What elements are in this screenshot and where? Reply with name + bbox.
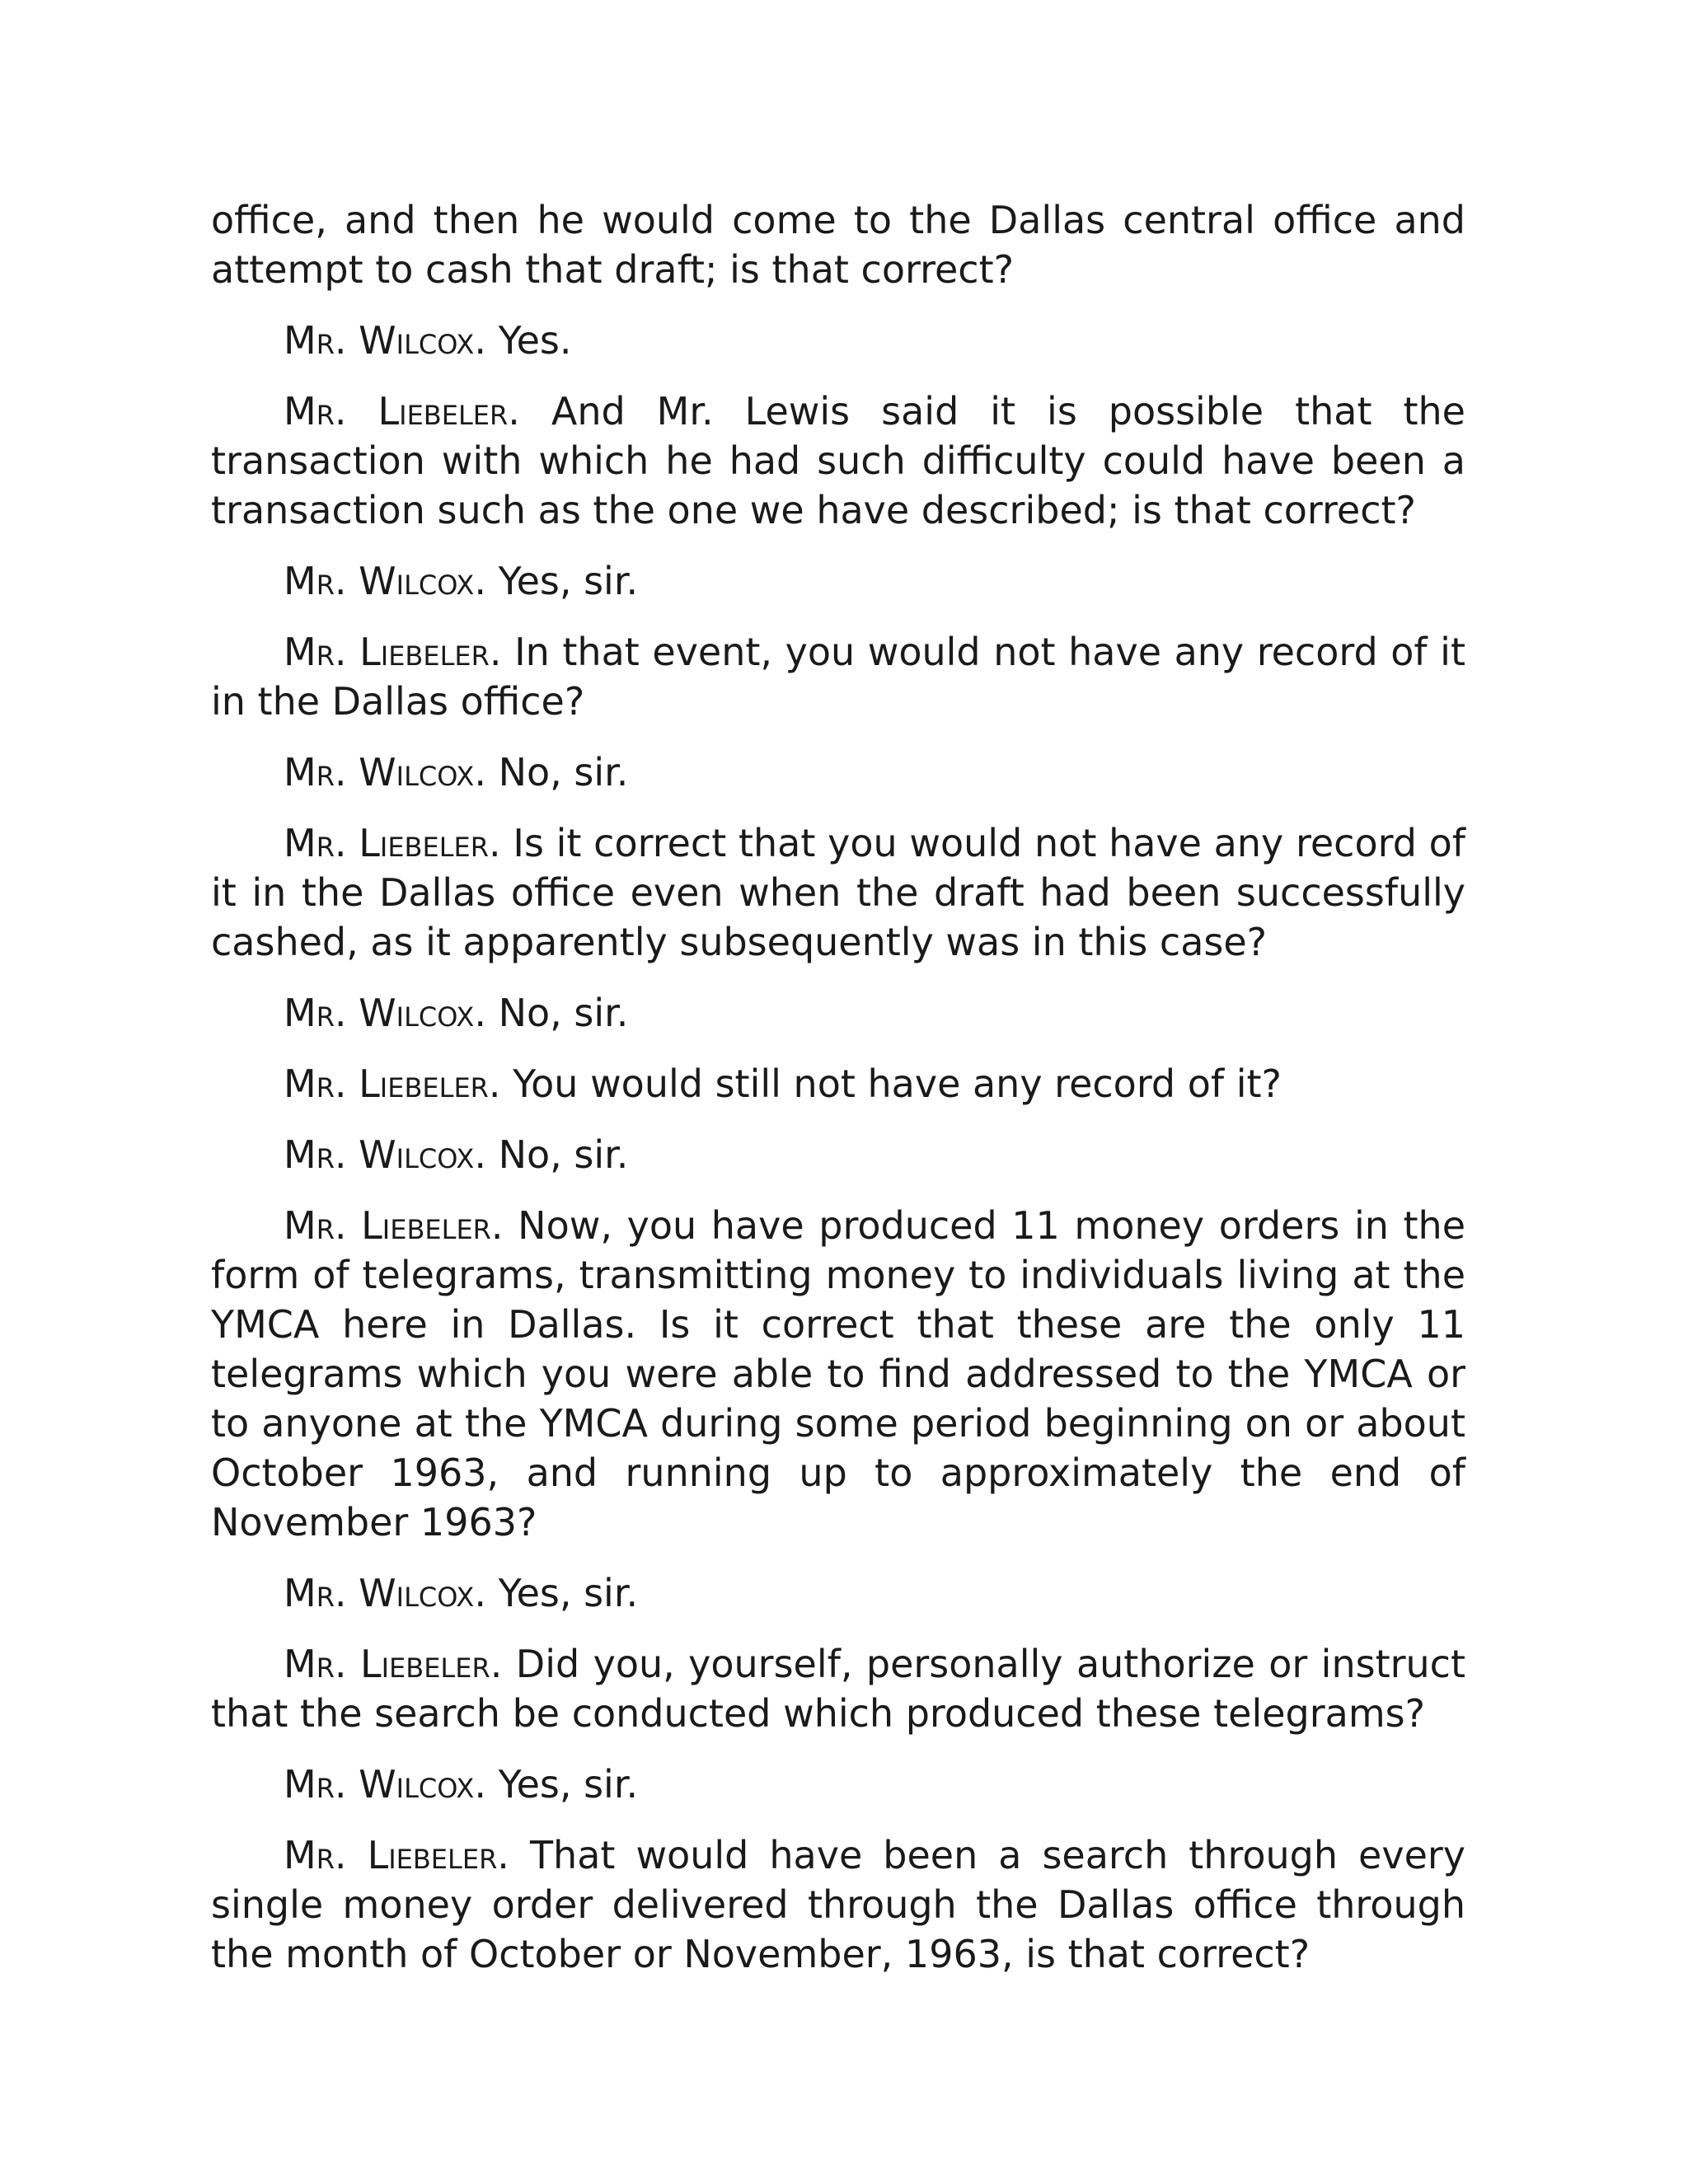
speaker-name: Mr. Liebeler.: [284, 389, 520, 434]
paragraph-6: [211, 818, 1465, 967]
paragraph-8: [211, 1059, 1465, 1108]
speaker-name: Mr. Liebeler.: [284, 1833, 509, 1877]
transcript-page: [211, 195, 1465, 2000]
paragraph-text: office, and then he would come to the Dallas central office and attempt to cash that draft; is that correct?: [211, 198, 1465, 292]
paragraph-text: Yes, sir.: [485, 1571, 639, 1615]
paragraph-0: [211, 195, 1465, 294]
paragraph-text: In that event, you would not have any record of it in the Dallas office?: [211, 630, 1465, 724]
paragraph-1: [211, 316, 1465, 365]
speaker-name: Mr. Liebeler.: [284, 821, 501, 865]
paragraph-text: You would still not have any record of it?: [500, 1062, 1282, 1106]
speaker-name: Mr. Liebeler.: [284, 1642, 503, 1686]
paragraph-12: [211, 1639, 1465, 1738]
paragraph-text: No, sir.: [485, 1132, 629, 1177]
paragraph-text: Yes, sir.: [485, 1762, 639, 1807]
speaker-name: Mr. Wilcox.: [284, 991, 486, 1035]
paragraph-2: [211, 387, 1465, 535]
paragraph-10: [211, 1201, 1465, 1547]
speaker-name: Mr. Wilcox.: [284, 1762, 486, 1807]
speaker-name: Mr. Wilcox.: [284, 1132, 486, 1177]
paragraph-14: [211, 1830, 1465, 1979]
paragraph-4: [211, 627, 1465, 726]
paragraph-11: [211, 1568, 1465, 1618]
paragraph-text: And Mr. Lewis said it is possible that the transaction with which he had such difficulty could have been a transaction such as the one we have described; is that correct?: [211, 389, 1465, 532]
speaker-name: Mr. Liebeler.: [284, 1203, 504, 1248]
paragraph-text: Yes, sir.: [485, 559, 639, 603]
paragraph-text: No, sir.: [485, 991, 629, 1035]
paragraph-text: Now, you have produced 11 money orders in the form of telegrams, transmitting money to individuals living at the YMCA here in Dallas. Is it correct that these are the only 11 telegrams which you were able to find addressed to the YMCA or to anyone at the YMCA during some period beginning on or about October 1963, and running up to approximately the end of November 1963?: [211, 1203, 1466, 1544]
speaker-name: Mr. Wilcox.: [284, 559, 486, 603]
speaker-name: Mr. Liebeler.: [284, 630, 502, 674]
paragraph-text: Yes.: [485, 318, 572, 363]
paragraph-7: [211, 988, 1465, 1038]
speaker-name: Mr. Liebeler.: [284, 1062, 501, 1106]
paragraph-5: [211, 748, 1465, 797]
paragraph-text: Did you, yourself, personally authorize or instruct that the search be conducted which produced these telegrams?: [211, 1642, 1466, 1736]
paragraph-9: [211, 1130, 1465, 1179]
speaker-name: Mr. Wilcox.: [284, 318, 486, 363]
speaker-name: Mr. Wilcox.: [284, 750, 486, 794]
paragraph-text: No, sir.: [485, 750, 629, 794]
paragraph-13: [211, 1760, 1465, 1809]
paragraph-text: Is it correct that you would not have any record of it in the Dallas office even when the draft had been successfully cashed, as it apparently subsequently was in this case?: [211, 821, 1465, 964]
paragraph-3: [211, 556, 1465, 606]
paragraph-text: That would have been a search through every single money order delivered through the Dallas office through the month of October or November, 1963, is that correct?: [211, 1833, 1465, 1976]
speaker-name: Mr. Wilcox.: [284, 1571, 486, 1615]
